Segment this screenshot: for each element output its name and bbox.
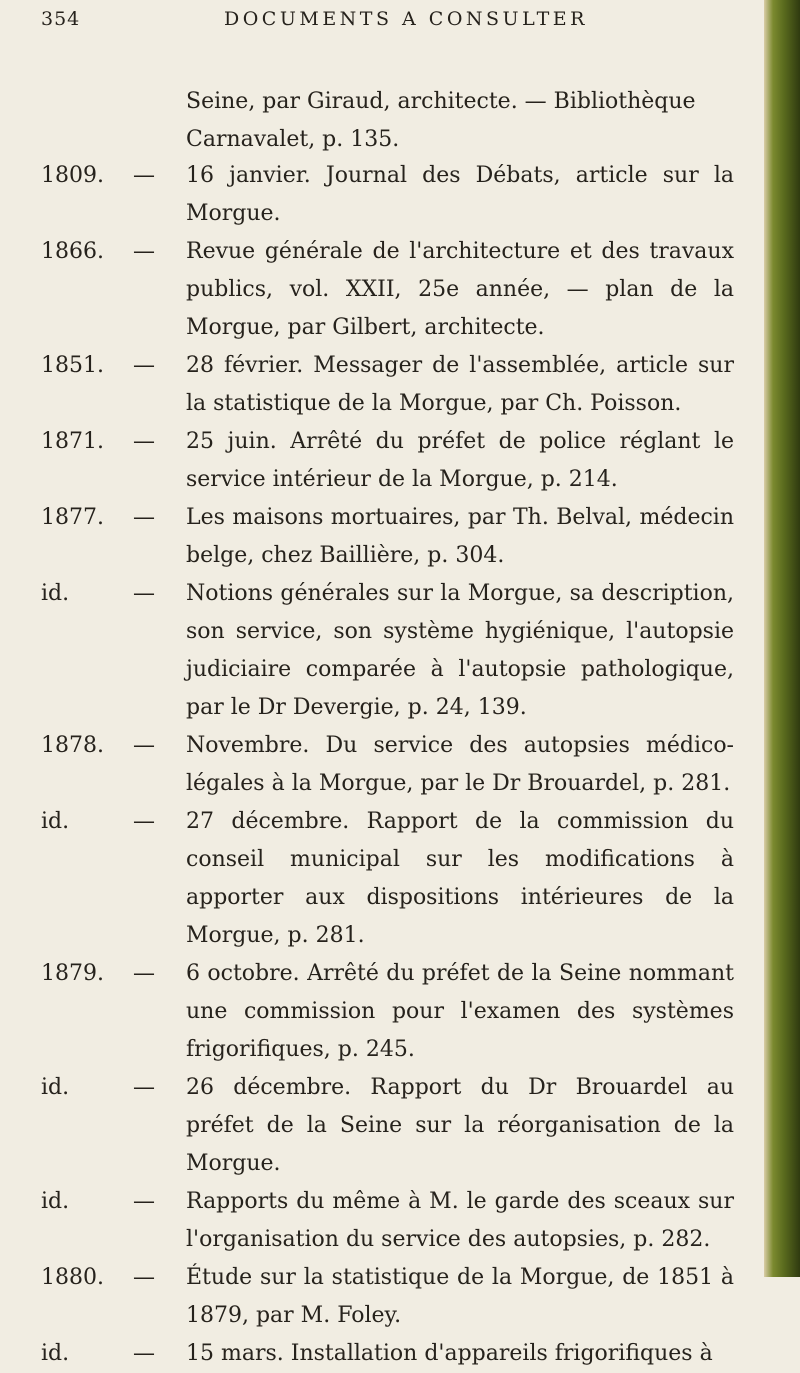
running-head: DOCUMENTS A CONSULTER: [224, 8, 588, 30]
entry-dash: —: [133, 1341, 155, 1366]
entry-year: id.: [41, 809, 70, 834]
bibliography-entry: [0, 1335, 800, 1373]
entry-year: id.: [41, 1075, 70, 1100]
entry-year: id.: [41, 581, 70, 606]
entry-text: 26 décembre. Rapport du Dr Brouardel au préfet de la Seine sur la réorganisation de la Morgue.: [186, 1075, 734, 1176]
entry-year: 1871.: [41, 429, 104, 454]
bibliography-entry: [0, 1259, 800, 1335]
entry-dash: —: [133, 581, 155, 606]
entry-dash: —: [133, 353, 155, 378]
entry-dash: —: [133, 1189, 155, 1214]
entry-text: 25 juin. Arrêté du préfet de police réglant le service intérieur de la Morgue, p. 214.: [186, 429, 734, 492]
entry-year: id.: [41, 1189, 70, 1214]
entry-dash: —: [133, 1075, 155, 1100]
entry-dash: —: [133, 505, 155, 530]
entry-dash: —: [133, 809, 155, 834]
entry-year: 1866.: [41, 239, 104, 264]
entry-year: 1809.: [41, 163, 104, 188]
entry-text: 6 octobre. Arrêté du préfet de la Seine nommant une commission pour l'examen des systèmes frigorifiques, p. 245.: [186, 961, 734, 1062]
entry-text: 16 janvier. Journal des Débats, article sur la Morgue.: [186, 163, 734, 226]
entry-text: Novembre. Du service des autopsies médico-légales à la Morgue, par le Dr Brouardel, p. 281.: [186, 733, 734, 796]
bibliography-entry: [0, 157, 800, 233]
bibliography-entry: [0, 803, 800, 955]
entry-dash: —: [133, 429, 155, 454]
bibliography-entry: [0, 1069, 800, 1183]
entry-year: 1877.: [41, 505, 104, 530]
page-edge-binding: [764, 0, 800, 1277]
entry-dash: —: [133, 733, 155, 758]
bibliography-entry: [0, 727, 800, 803]
bibliography-entry: [0, 499, 800, 575]
bibliography-entry: [0, 1183, 800, 1259]
entry-year: 1880.: [41, 1265, 104, 1290]
page-header: [0, 8, 800, 40]
entry-year: 1851.: [41, 353, 104, 378]
entry-text: 15 mars. Installation d'appareils frigorifiques à: [186, 1341, 713, 1366]
entry-list: [0, 157, 800, 1373]
continued-entry: [186, 83, 734, 159]
entry-text: Les maisons mortuaires, par Th. Belval, médecin belge, chez Baillière, p. 304.: [186, 505, 734, 568]
entry-text: Revue générale de l'architecture et des travaux publics, vol. XXII, 25e année, — plan de la Morgue, par Gilbert, architecte.: [186, 239, 734, 340]
entry-text: 27 décembre. Rapport de la commission du conseil municipal sur les modifications à apporter aux dispositions intérieures de la Morgue, p. 281.: [186, 809, 734, 948]
page-number: 354: [41, 8, 81, 30]
entry-dash: —: [133, 239, 155, 264]
entry-year: id.: [41, 1341, 70, 1366]
entry-year: 1878.: [41, 733, 104, 758]
entry-text: Notions générales sur la Morgue, sa description, son service, son système hygiénique, l'autopsie judiciaire comparée à l'autopsie pathologique, par le Dr Devergie, p. 24, 139.: [186, 581, 734, 720]
entry-dash: —: [133, 1265, 155, 1290]
entry-dash: —: [133, 163, 155, 188]
entry-text: Rapports du même à M. le garde des sceaux sur l'organisation du service des autopsies, p. 282.: [186, 1189, 734, 1252]
bibliography-entry: [0, 955, 800, 1069]
bibliography-entry: [0, 423, 800, 499]
entry-text: Étude sur la statistique de la Morgue, de 1851 à 1879, par M. Foley.: [186, 1265, 734, 1328]
bibliography-entry: [0, 233, 800, 347]
entry-year: 1879.: [41, 961, 104, 986]
entry-dash: —: [133, 961, 155, 986]
continued-line-2: Carnavalet, p. 135.: [186, 127, 400, 152]
bibliography-entry: [0, 575, 800, 727]
continued-line-1: Seine, par Giraud, architecte. — Bibliothèque: [186, 89, 696, 114]
entry-text: 28 février. Messager de l'assemblée, article sur la statistique de la Morgue, par Ch. Poisson.: [186, 353, 734, 416]
bibliography-entry: [0, 347, 800, 423]
